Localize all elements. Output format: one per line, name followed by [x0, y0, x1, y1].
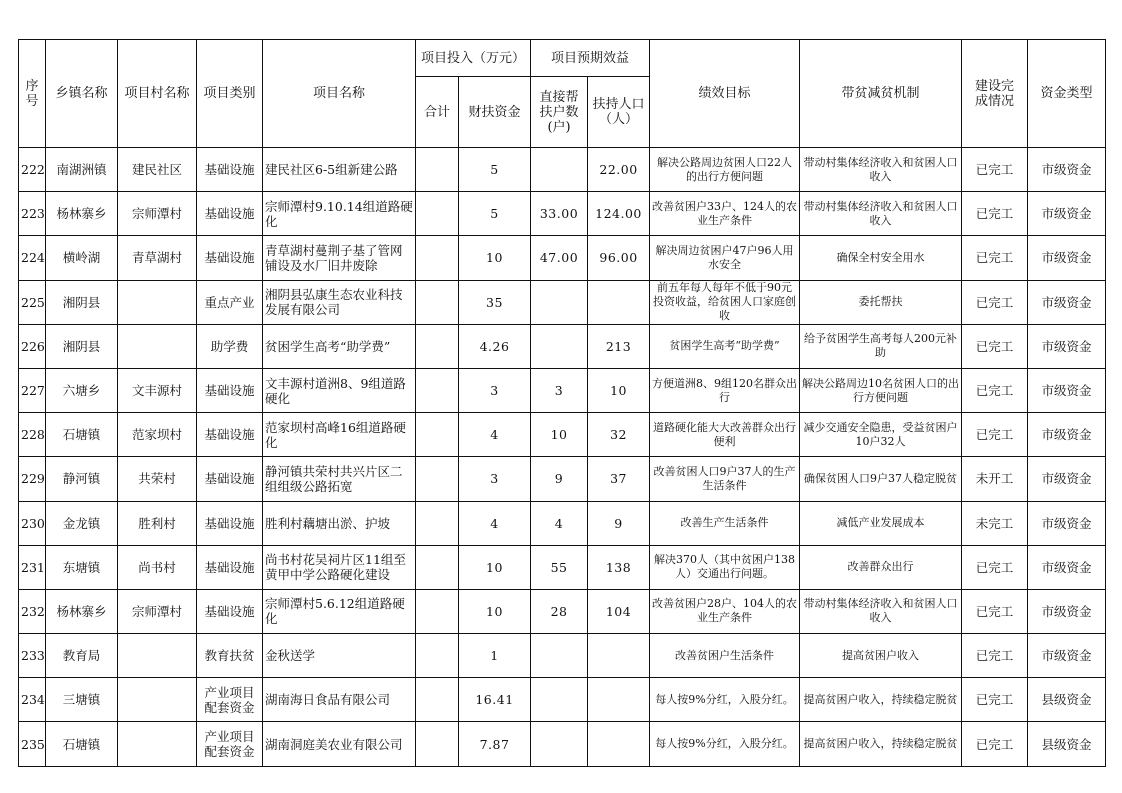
cell-fund-type: 市级资金	[1028, 192, 1106, 236]
cell-category: 基础设施	[197, 236, 263, 280]
cell-seq: 232	[19, 589, 46, 633]
header-investment: 项目投入（万元）	[416, 40, 531, 77]
cell-village	[118, 324, 197, 368]
cell-category: 助学费	[197, 324, 263, 368]
cell-village: 建民社区	[118, 148, 197, 192]
cell-village: 尚书村	[118, 545, 197, 589]
table-row	[19, 678, 1106, 722]
cell-direct-households: 47.00	[531, 236, 588, 280]
table-row	[19, 457, 1106, 501]
cell-fiscal-fund: 3	[459, 457, 531, 501]
cell-village: 青草湖村	[118, 236, 197, 280]
cell-town: 横岭湖	[46, 236, 118, 280]
cell-total	[416, 413, 459, 457]
header-town: 乡镇名称	[46, 40, 118, 148]
header-direct-households: 直接帮扶户数(户)	[531, 77, 588, 148]
header-target: 绩效目标	[650, 40, 800, 148]
cell-support-population	[588, 280, 650, 324]
cell-target: 贫困学生高考“助学费”	[650, 324, 800, 368]
cell-category: 产业项目配套资金	[197, 678, 263, 722]
cell-category: 基础设施	[197, 457, 263, 501]
cell-project-name: 贫困学生高考“助学费”	[263, 324, 416, 368]
cell-completion: 已完工	[962, 280, 1028, 324]
cell-village: 文丰源村	[118, 368, 197, 412]
cell-target: 改善贫困户28户、104人的农业生产条件	[650, 589, 800, 633]
cell-fiscal-fund: 35	[459, 280, 531, 324]
cell-town: 三塘镇	[46, 678, 118, 722]
cell-target: 前五年每人每年不低于90元投资收益，给贫困人口家庭创收	[650, 280, 800, 324]
cell-fund-type: 县级资金	[1028, 678, 1106, 722]
header-completion: 建设完成情况	[962, 40, 1028, 148]
cell-support-population: 124.00	[588, 192, 650, 236]
cell-village: 宗师潭村	[118, 589, 197, 633]
project-table	[18, 39, 1106, 767]
cell-fiscal-fund: 1	[459, 634, 531, 678]
cell-category: 基础设施	[197, 501, 263, 545]
cell-direct-households	[531, 634, 588, 678]
cell-target: 改善贫困人口9户37人的生产生活条件	[650, 457, 800, 501]
table-row	[19, 324, 1106, 368]
cell-support-population: 104	[588, 589, 650, 633]
cell-seq: 222	[19, 148, 46, 192]
cell-project-name: 金秋送学	[263, 634, 416, 678]
cell-direct-households: 3	[531, 368, 588, 412]
cell-project-name: 静河镇共荣村共兴片区二组组级公路拓宽	[263, 457, 416, 501]
cell-target: 解决周边贫困户47户96人用水安全	[650, 236, 800, 280]
cell-total	[416, 722, 459, 766]
cell-project-name: 胜利村藕塘出淤、护坡	[263, 501, 416, 545]
cell-support-population: 22.00	[588, 148, 650, 192]
table-row	[19, 501, 1106, 545]
header-total: 合计	[416, 77, 459, 148]
cell-target: 改善贫困户生活条件	[650, 634, 800, 678]
cell-completion: 已完工	[962, 368, 1028, 412]
header-support-population: 扶持人口（人）	[588, 77, 650, 148]
cell-completion: 已完工	[962, 192, 1028, 236]
cell-fiscal-fund: 7.87	[459, 722, 531, 766]
table-body	[19, 148, 1106, 767]
cell-mechanism: 带动村集体经济收入和贫困人口收入	[800, 192, 962, 236]
cell-seq: 226	[19, 324, 46, 368]
cell-completion: 已完工	[962, 545, 1028, 589]
cell-mechanism: 委托帮扶	[800, 280, 962, 324]
cell-project-name: 建民社区6-5组新建公路	[263, 148, 416, 192]
cell-town: 六塘乡	[46, 368, 118, 412]
cell-village: 胜利村	[118, 501, 197, 545]
table-row	[19, 545, 1106, 589]
cell-target: 道路硬化能大大改善群众出行便利	[650, 413, 800, 457]
cell-seq: 228	[19, 413, 46, 457]
cell-fiscal-fund: 4	[459, 501, 531, 545]
cell-direct-households	[531, 678, 588, 722]
cell-seq: 230	[19, 501, 46, 545]
cell-total	[416, 501, 459, 545]
cell-support-population: 10	[588, 368, 650, 412]
cell-target: 方便道洲8、9组120名群众出行	[650, 368, 800, 412]
cell-direct-households: 9	[531, 457, 588, 501]
cell-category: 基础设施	[197, 589, 263, 633]
cell-direct-households	[531, 722, 588, 766]
cell-target: 每人按9%分红，入股分红。	[650, 722, 800, 766]
cell-target: 解决公路周边贫困人口22人的出行方便问题	[650, 148, 800, 192]
cell-mechanism: 提高贫困户收入，持续稳定脱贫	[800, 678, 962, 722]
cell-village	[118, 634, 197, 678]
cell-town: 教育局	[46, 634, 118, 678]
cell-fund-type: 市级资金	[1028, 148, 1106, 192]
cell-direct-households: 4	[531, 501, 588, 545]
cell-category: 基础设施	[197, 192, 263, 236]
cell-town: 湘阴县	[46, 324, 118, 368]
cell-village: 共荣村	[118, 457, 197, 501]
header-mechanism: 带贫减贫机制	[800, 40, 962, 148]
header-fund-type: 资金类型	[1028, 40, 1106, 148]
cell-category: 基础设施	[197, 545, 263, 589]
cell-mechanism: 提高贫困户收入，持续稳定脱贫	[800, 722, 962, 766]
cell-completion: 已完工	[962, 413, 1028, 457]
cell-fiscal-fund: 4.26	[459, 324, 531, 368]
cell-mechanism: 带动村集体经济收入和贫困人口收入	[800, 589, 962, 633]
cell-direct-households	[531, 280, 588, 324]
cell-completion: 已完工	[962, 722, 1028, 766]
cell-project-name: 青草湖村蔓荆子基了管网铺设及水厂旧井废除	[263, 236, 416, 280]
cell-seq: 227	[19, 368, 46, 412]
table-row	[19, 192, 1106, 236]
cell-target: 解决370人（其中贫困户138人）交通出行问题。	[650, 545, 800, 589]
cell-seq: 223	[19, 192, 46, 236]
header-project-name: 项目名称	[263, 40, 416, 148]
cell-town: 南湖洲镇	[46, 148, 118, 192]
cell-town: 石塘镇	[46, 413, 118, 457]
table-row	[19, 722, 1106, 766]
cell-town: 金龙镇	[46, 501, 118, 545]
cell-fiscal-fund: 10	[459, 236, 531, 280]
cell-fund-type: 县级资金	[1028, 722, 1106, 766]
cell-fund-type: 市级资金	[1028, 280, 1106, 324]
cell-mechanism: 减低产业发展成本	[800, 501, 962, 545]
cell-fiscal-fund: 10	[459, 589, 531, 633]
cell-project-name: 宗师潭村5.6.12组道路硬化	[263, 589, 416, 633]
cell-completion: 已完工	[962, 589, 1028, 633]
cell-fund-type: 市级资金	[1028, 236, 1106, 280]
table-row	[19, 413, 1106, 457]
cell-project-name: 文丰源村道洲8、9组道路硬化	[263, 368, 416, 412]
cell-fiscal-fund: 5	[459, 148, 531, 192]
cell-project-name: 范家坝村高峰16组道路硬化	[263, 413, 416, 457]
cell-mechanism: 改善群众出行	[800, 545, 962, 589]
cell-target: 改善生产生活条件	[650, 501, 800, 545]
cell-category: 重点产业	[197, 280, 263, 324]
cell-support-population: 138	[588, 545, 650, 589]
cell-project-name: 湖南洞庭美农业有限公司	[263, 722, 416, 766]
cell-fund-type: 市级资金	[1028, 324, 1106, 368]
cell-town: 石塘镇	[46, 722, 118, 766]
cell-completion: 已完工	[962, 678, 1028, 722]
table-row	[19, 589, 1106, 633]
cell-fiscal-fund: 16.41	[459, 678, 531, 722]
cell-target: 改善贫困户33户、124人的农业生产条件	[650, 192, 800, 236]
cell-support-population	[588, 722, 650, 766]
cell-direct-households: 28	[531, 589, 588, 633]
cell-support-population: 96.00	[588, 236, 650, 280]
cell-category: 产业项目配套资金	[197, 722, 263, 766]
cell-fund-type: 市级资金	[1028, 634, 1106, 678]
cell-category: 教育扶贫	[197, 634, 263, 678]
cell-mechanism: 提高贫困户收入	[800, 634, 962, 678]
cell-support-population: 37	[588, 457, 650, 501]
cell-support-population: 9	[588, 501, 650, 545]
cell-project-name: 湘阴县弘康生态农业科技发展有限公司	[263, 280, 416, 324]
cell-target: 每人按9%分红，入股分红。	[650, 678, 800, 722]
cell-town: 静河镇	[46, 457, 118, 501]
cell-fund-type: 市级资金	[1028, 501, 1106, 545]
cell-total	[416, 545, 459, 589]
cell-total	[416, 148, 459, 192]
cell-completion: 未开工	[962, 457, 1028, 501]
cell-fiscal-fund: 10	[459, 545, 531, 589]
cell-completion: 已完工	[962, 148, 1028, 192]
table-row	[19, 634, 1106, 678]
cell-seq: 235	[19, 722, 46, 766]
cell-category: 基础设施	[197, 368, 263, 412]
cell-mechanism: 减少交通安全隐患，受益贫困户10户32人	[800, 413, 962, 457]
cell-direct-households: 33.00	[531, 192, 588, 236]
cell-total	[416, 324, 459, 368]
cell-fund-type: 市级资金	[1028, 589, 1106, 633]
cell-village: 范家坝村	[118, 413, 197, 457]
header-benefit: 项目预期效益	[531, 40, 650, 77]
table-row	[19, 280, 1106, 324]
table-row	[19, 236, 1106, 280]
cell-town: 杨林寨乡	[46, 192, 118, 236]
cell-total	[416, 236, 459, 280]
cell-direct-households	[531, 324, 588, 368]
cell-fund-type: 市级资金	[1028, 457, 1106, 501]
header-category: 项目类别	[197, 40, 263, 148]
cell-seq: 225	[19, 280, 46, 324]
cell-completion: 已完工	[962, 236, 1028, 280]
cell-mechanism: 给予贫困学生高考每人200元补助	[800, 324, 962, 368]
cell-seq: 233	[19, 634, 46, 678]
cell-seq: 231	[19, 545, 46, 589]
cell-total	[416, 192, 459, 236]
cell-mechanism: 确保贫困人口9户37人稳定脱贫	[800, 457, 962, 501]
cell-fund-type: 市级资金	[1028, 545, 1106, 589]
cell-project-name: 宗师潭村9.10.14组道路硬化	[263, 192, 416, 236]
cell-completion: 未完工	[962, 501, 1028, 545]
cell-total	[416, 457, 459, 501]
header-seq: 序号	[19, 40, 46, 148]
cell-village	[118, 722, 197, 766]
cell-village	[118, 678, 197, 722]
cell-fiscal-fund: 5	[459, 192, 531, 236]
cell-seq: 229	[19, 457, 46, 501]
cell-seq: 224	[19, 236, 46, 280]
cell-category: 基础设施	[197, 148, 263, 192]
cell-support-population	[588, 634, 650, 678]
cell-fiscal-fund: 3	[459, 368, 531, 412]
cell-fund-type: 市级资金	[1028, 368, 1106, 412]
header-village: 项目村名称	[118, 40, 197, 148]
cell-total	[416, 678, 459, 722]
cell-village: 宗师潭村	[118, 192, 197, 236]
cell-completion: 已完工	[962, 634, 1028, 678]
header-fiscal-fund: 财扶资金	[459, 77, 531, 148]
cell-town: 湘阴县	[46, 280, 118, 324]
cell-village	[118, 280, 197, 324]
cell-mechanism: 确保全村安全用水	[800, 236, 962, 280]
cell-seq: 234	[19, 678, 46, 722]
cell-direct-households: 55	[531, 545, 588, 589]
table-row	[19, 148, 1106, 192]
cell-project-name: 湖南海日食品有限公司	[263, 678, 416, 722]
cell-category: 基础设施	[197, 413, 263, 457]
cell-total	[416, 368, 459, 412]
cell-direct-households	[531, 148, 588, 192]
cell-support-population: 32	[588, 413, 650, 457]
cell-mechanism: 带动村集体经济收入和贫困人口收入	[800, 148, 962, 192]
cell-completion: 已完工	[962, 324, 1028, 368]
cell-total	[416, 280, 459, 324]
cell-fiscal-fund: 4	[459, 413, 531, 457]
cell-town: 杨林寨乡	[46, 589, 118, 633]
cell-mechanism: 解决公路周边10名贫困人口的出行方便问题	[800, 368, 962, 412]
cell-fund-type: 市级资金	[1028, 413, 1106, 457]
cell-support-population: 213	[588, 324, 650, 368]
cell-support-population	[588, 678, 650, 722]
cell-total	[416, 589, 459, 633]
cell-direct-households: 10	[531, 413, 588, 457]
table-header	[19, 40, 1106, 148]
cell-town: 东塘镇	[46, 545, 118, 589]
table-row	[19, 368, 1106, 412]
cell-project-name: 尚书村花吴祠片区11组至黄甲中学公路硬化建设	[263, 545, 416, 589]
cell-total	[416, 634, 459, 678]
